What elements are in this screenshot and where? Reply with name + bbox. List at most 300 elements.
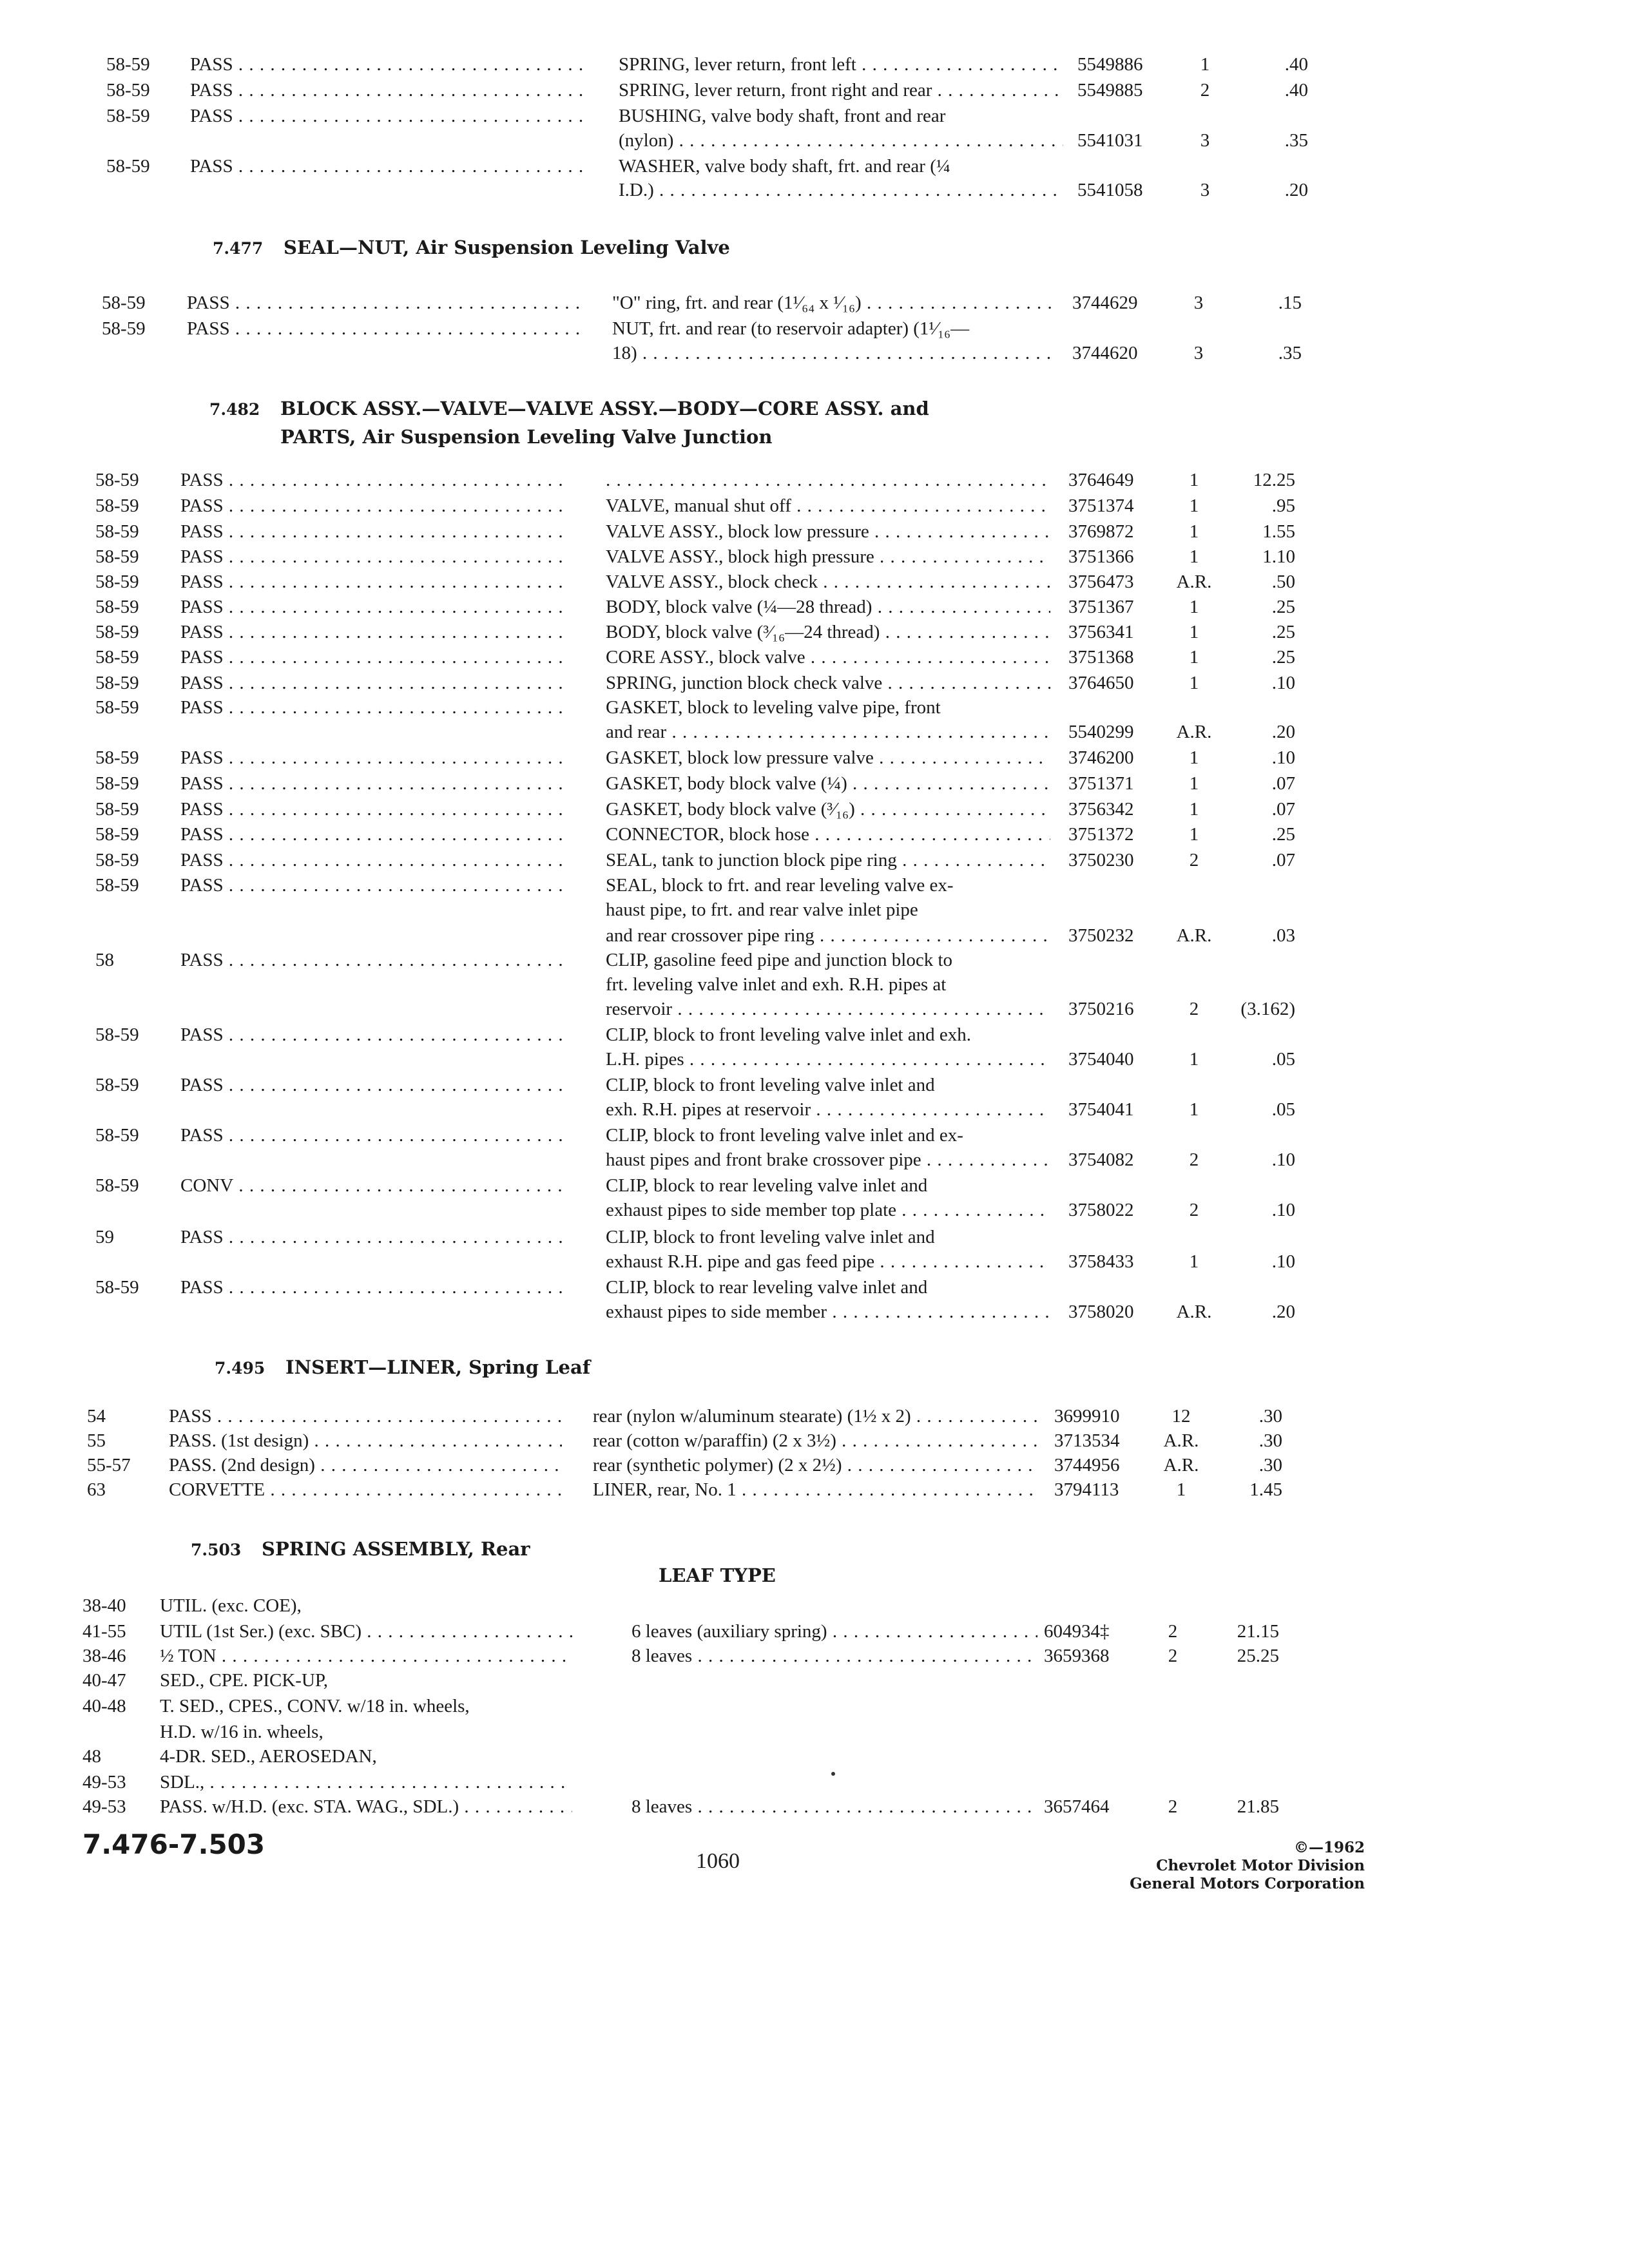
table-row — [0, 1744, 1629, 1769]
price: .20 — [1284, 180, 1308, 200]
table-row — [0, 177, 1629, 203]
model-year: 58-59 — [95, 747, 139, 768]
quantity: 2 — [1200, 80, 1210, 101]
model-year: 55-57 — [87, 1455, 131, 1475]
model-name: PASS . . . — [180, 644, 567, 670]
part-description: GASKET, block to leveling valve pipe, front — [606, 697, 941, 718]
part-number: 3754041 — [1068, 1099, 1134, 1120]
leaf-type-heading: LEAF TYPE — [659, 1564, 776, 1586]
table-row — [0, 872, 1629, 898]
table-row — [0, 670, 1629, 696]
model-name: PASS . . . — [180, 847, 567, 873]
part-number: 3751368 — [1068, 647, 1134, 668]
model-year: 58-59 — [95, 1277, 139, 1298]
model-year: 58-59 — [95, 495, 139, 516]
price: .03 — [1271, 925, 1295, 946]
price: 1.10 — [1262, 546, 1295, 567]
part-description: VALVE ASSY., block check . . . — [606, 569, 1050, 595]
price: .30 — [1258, 1406, 1282, 1427]
quantity: 3 — [1200, 130, 1210, 151]
model-name: PASS . . . — [180, 1072, 567, 1098]
model-name: UTIL. (exc. COE), — [160, 1595, 302, 1616]
part-description: and rear . . . — [606, 719, 1050, 745]
section-number: 7.503 — [191, 1541, 242, 1559]
section-number: 7.477 — [213, 239, 264, 258]
quantity: 1 — [1189, 1049, 1199, 1070]
section-header-7-495 — [215, 1353, 590, 1383]
part-description: SEAL, block to frt. and rear leveling valve ex- — [606, 875, 954, 896]
part-description: 8 leaves . . . — [631, 1794, 1037, 1820]
model-name: PASS. w/H.D. (exc. STA. WAG., SDL.) . . . — [160, 1794, 572, 1820]
model-name: PASS . . . — [187, 316, 580, 341]
part-description: haust pipe, to frt. and rear valve inlet pipe — [606, 899, 918, 920]
quantity: 1 — [1189, 597, 1199, 617]
quantity: A.R. — [1163, 1430, 1199, 1451]
model-name: H.D. w/16 in. wheels, — [160, 1722, 323, 1742]
model-year: 58-59 — [95, 1125, 139, 1146]
table-row — [0, 822, 1629, 847]
table-row — [0, 719, 1629, 745]
part-description: VALVE ASSY., block high pressure . . . — [606, 544, 1050, 570]
price: .10 — [1271, 673, 1295, 693]
part-number: 3756342 — [1068, 799, 1134, 820]
part-description: CLIP, block to rear leveling valve inlet and — [606, 1277, 928, 1298]
quantity: 1 — [1189, 747, 1199, 768]
page-number: 1060 — [696, 1849, 740, 1873]
model-year: 58-59 — [106, 156, 150, 177]
part-number: 3794113 — [1054, 1479, 1119, 1500]
copyright-year: ©—1962 — [1293, 1839, 1365, 1856]
part-number: 3758022 — [1068, 1200, 1134, 1220]
table-row — [0, 947, 1629, 973]
model-year: 58-59 — [106, 106, 150, 126]
quantity: 1 — [1189, 647, 1199, 668]
table-row — [0, 153, 1629, 179]
part-description: (nylon) . . . — [619, 128, 1063, 153]
quantity: 2 — [1189, 1200, 1199, 1220]
table-row — [0, 340, 1629, 366]
part-description: 8 leaves . . . — [631, 1643, 1037, 1669]
part-number: 3758433 — [1068, 1251, 1134, 1272]
table-row — [0, 594, 1629, 620]
quantity: A.R. — [1176, 925, 1212, 946]
quantity: 2 — [1189, 999, 1199, 1019]
price: .35 — [1278, 343, 1302, 363]
model-year: 63 — [87, 1479, 106, 1500]
table-row — [0, 103, 1629, 129]
part-number: 3657464 — [1044, 1796, 1110, 1817]
part-description: GASKET, body block valve (³⁄₁₆) . . . — [606, 796, 1050, 822]
model-name: PASS . . . — [180, 569, 567, 595]
model-name: PASS . . . — [187, 290, 580, 316]
model-name: PASS . . . — [180, 670, 567, 696]
quantity: 2 — [1189, 850, 1199, 870]
model-year: 58 — [95, 950, 114, 970]
price: .35 — [1284, 130, 1308, 151]
part-number: 3699910 — [1054, 1406, 1120, 1427]
table-row — [0, 1769, 1629, 1795]
model-year: 58-59 — [95, 546, 139, 567]
table-row — [0, 1224, 1629, 1250]
model-name: PASS . . . — [180, 745, 567, 771]
price: .50 — [1271, 572, 1295, 592]
part-number: 3751374 — [1068, 495, 1134, 516]
table-row — [0, 1147, 1629, 1173]
quantity: 1 — [1189, 495, 1199, 516]
model-year: 58-59 — [102, 293, 146, 313]
model-name: SED., CPE. PICK-UP, — [160, 1670, 329, 1691]
division-name: Chevrolet Motor Division — [1156, 1857, 1365, 1874]
model-name: T. SED., CPES., CONV. w/18 in. wheels, — [160, 1696, 470, 1716]
model-name: PASS . . . — [180, 1122, 567, 1148]
model-year: 58-59 — [95, 1175, 139, 1196]
table-row — [0, 1693, 1629, 1719]
part-description: haust pipes and front brake crossover pipe . . . — [606, 1147, 1050, 1173]
price: .07 — [1271, 850, 1295, 870]
table-row — [0, 1452, 1629, 1478]
price: .10 — [1271, 1149, 1295, 1170]
quantity: 1 — [1189, 546, 1199, 567]
table-row — [0, 1667, 1629, 1693]
page-range-code: 7.476-7.503 — [82, 1829, 265, 1860]
table-row — [0, 1477, 1629, 1503]
part-description: CLIP, block to front leveling valve inlet and — [606, 1075, 935, 1095]
part-description: CLIP, block to front leveling valve inlet and exh. — [606, 1024, 971, 1045]
part-description: exh. R.H. pipes at reservoir . . . — [606, 1097, 1050, 1122]
model-year: 58-59 — [95, 697, 139, 718]
model-name: 4-DR. SED., AEROSEDAN, — [160, 1746, 377, 1767]
quantity: 1 — [1189, 673, 1199, 693]
model-name: PASS . . . — [180, 822, 567, 847]
model-year: 40-47 — [82, 1670, 126, 1691]
price: 1.45 — [1249, 1479, 1282, 1500]
price: 21.85 — [1237, 1796, 1279, 1817]
section-number: 7.495 — [215, 1359, 265, 1378]
part-number: 3764649 — [1068, 470, 1134, 490]
price: .10 — [1271, 1251, 1295, 1272]
part-description: exhaust pipes to side member top plate . . . — [606, 1197, 1050, 1223]
part-description: L.H. pipes . . . — [606, 1046, 1050, 1072]
table-row — [0, 467, 1629, 493]
model-year: 49-53 — [82, 1772, 126, 1792]
part-description: VALVE ASSY., block low pressure . . . — [606, 519, 1050, 544]
model-name: PASS . . . — [180, 771, 567, 796]
part-number: 3750216 — [1068, 999, 1134, 1019]
model-year: 58-59 — [95, 824, 139, 845]
part-number: 3751372 — [1068, 824, 1134, 845]
part-description: VALVE, manual shut off . . . — [606, 493, 1050, 519]
model-year: 58-59 — [95, 521, 139, 542]
part-description: GASKET, body block valve (¼) . . . — [606, 771, 1050, 796]
table-row — [0, 1022, 1629, 1048]
model-name: PASS. (2nd design) . . . — [169, 1452, 562, 1478]
part-description: NUT, frt. and rear (to reservoir adapter) (1¹⁄₁₆— — [612, 318, 970, 339]
quantity: 2 — [1189, 1149, 1199, 1170]
stray-dot-mark — [831, 1772, 835, 1776]
table-row — [0, 1097, 1629, 1122]
model-name: PASS . . . — [180, 796, 567, 822]
part-description: I.D.) . . . — [619, 177, 1063, 203]
part-description: exhaust pipes to side member . . . — [606, 1299, 1050, 1325]
table-row — [0, 77, 1629, 103]
model-year: 38-46 — [82, 1646, 126, 1666]
price: .20 — [1271, 1302, 1295, 1322]
quantity: 1 — [1176, 1479, 1186, 1500]
model-name: PASS . . . — [180, 1274, 567, 1300]
quantity: 1 — [1189, 1099, 1199, 1120]
model-name: PASS . . . — [190, 153, 583, 179]
table-row — [0, 544, 1629, 570]
section-title: INSERT—LINER, Spring Leaf — [285, 1356, 591, 1378]
model-name: PASS . . . — [169, 1403, 562, 1429]
model-year: 58-59 — [95, 622, 139, 642]
table-row — [0, 290, 1629, 316]
model-year: 58-59 — [95, 647, 139, 668]
part-number: 3754040 — [1068, 1049, 1134, 1070]
quantity: A.R. — [1176, 722, 1212, 742]
section-header-7-477 — [213, 233, 730, 263]
model-name: PASS . . . — [180, 695, 567, 720]
price: .40 — [1284, 80, 1308, 101]
part-description: BODY, block valve (¼—28 thread) . . . — [606, 594, 1050, 620]
quantity: 3 — [1193, 343, 1204, 363]
table-row — [0, 1299, 1629, 1325]
table-row — [0, 1719, 1629, 1745]
model-year: 55 — [87, 1430, 106, 1451]
table-row — [0, 897, 1629, 923]
table-row — [0, 923, 1629, 948]
part-description: CLIP, block to front leveling valve inlet and — [606, 1227, 935, 1247]
part-description: CLIP, block to rear leveling valve inlet and — [606, 1175, 928, 1196]
model-name: PASS . . . — [180, 947, 567, 973]
table-row — [0, 644, 1629, 670]
table-row — [0, 771, 1629, 796]
model-name: SDL., . . . — [160, 1769, 572, 1795]
model-year: 40-48 — [82, 1696, 126, 1716]
table-row — [0, 695, 1629, 720]
corporation-name: General Motors Corporation — [1130, 1875, 1365, 1892]
part-description: CLIP, gasoline feed pipe and junction block to — [606, 950, 953, 970]
table-row — [0, 847, 1629, 873]
part-description: rear (nylon w/aluminum stearate) (1½ x 2) . . . — [593, 1403, 1037, 1429]
price: .30 — [1258, 1455, 1282, 1475]
table-row — [0, 128, 1629, 153]
part-description: SPRING, lever return, front left . . . — [619, 52, 1063, 77]
price: .05 — [1271, 1049, 1295, 1070]
part-description: 6 leaves (auxiliary spring) . . . — [631, 1619, 1037, 1644]
section-header-7-503 — [191, 1535, 530, 1564]
table-row — [0, 1197, 1629, 1223]
table-row — [0, 1249, 1629, 1274]
price: 1.55 — [1262, 521, 1295, 542]
part-description: exhaust R.H. pipe and gas feed pipe . . . — [606, 1249, 1050, 1274]
part-number: 3744956 — [1054, 1455, 1120, 1475]
part-description: BODY, block valve (³⁄₁₆—24 thread) . . . — [606, 619, 1050, 645]
quantity: 1 — [1189, 622, 1199, 642]
section-header-7-482 — [209, 394, 929, 448]
part-description: GASKET, block low pressure valve . . . — [606, 745, 1050, 771]
table-row — [0, 972, 1629, 997]
model-year: 58-59 — [95, 850, 139, 870]
table-row — [0, 52, 1629, 77]
table-row — [0, 1794, 1629, 1820]
quantity: A.R. — [1163, 1455, 1199, 1475]
price: .25 — [1271, 597, 1295, 617]
model-year: 58-59 — [95, 875, 139, 896]
model-name: CORVETTE . . . — [169, 1477, 562, 1503]
part-number: 3750232 — [1068, 925, 1134, 946]
part-description: "O" ring, frt. and rear (1¹⁄₆₄ x ¹⁄₁₆) . . . — [612, 290, 1057, 316]
model-name: PASS . . . — [180, 619, 567, 645]
model-name: PASS . . . — [190, 77, 583, 103]
table-row — [0, 745, 1629, 771]
price: .30 — [1258, 1430, 1282, 1451]
quantity: 2 — [1168, 1796, 1178, 1817]
part-description: rear (synthetic polymer) (2 x 2½) . . . — [593, 1452, 1037, 1478]
quantity: 1 — [1189, 521, 1199, 542]
part-number: 3744629 — [1072, 293, 1138, 313]
part-number: 5541058 — [1077, 180, 1143, 200]
part-description: CLIP, block to front leveling valve inlet and ex- — [606, 1125, 963, 1146]
model-year: 54 — [87, 1406, 106, 1427]
price: .15 — [1278, 293, 1302, 313]
part-number: 604934‡ — [1044, 1621, 1110, 1642]
price: .25 — [1271, 824, 1295, 845]
price: .10 — [1271, 747, 1295, 768]
table-row — [0, 1428, 1629, 1454]
price: .95 — [1271, 495, 1295, 516]
price: .20 — [1271, 722, 1295, 742]
model-name: PASS . . . — [180, 1224, 567, 1250]
model-year: 41-55 — [82, 1621, 126, 1642]
section-title: SPRING ASSEMBLY, Rear — [262, 1538, 530, 1560]
quantity: 1 — [1189, 799, 1199, 820]
section-title: BLOCK ASSY.—VALVE—VALVE ASSY.—BODY—CORE ASSY. and — [280, 398, 929, 419]
part-number: 3659368 — [1044, 1646, 1110, 1666]
table-row — [0, 519, 1629, 544]
model-name: PASS. (1st design) . . . — [169, 1428, 562, 1454]
part-number: 3713534 — [1054, 1430, 1120, 1451]
part-number: 5549886 — [1077, 54, 1143, 75]
model-year: 58-59 — [95, 572, 139, 592]
part-description: WASHER, valve body shaft, frt. and rear (¼ — [619, 156, 950, 177]
price: .25 — [1271, 647, 1295, 668]
price: 25.25 — [1237, 1646, 1279, 1666]
model-name: UTIL (1st Ser.) (exc. SBC) . . . — [160, 1619, 572, 1644]
part-number: 3744620 — [1072, 343, 1138, 363]
price: 21.15 — [1237, 1621, 1279, 1642]
quantity: 1 — [1189, 773, 1199, 794]
part-number: 3764650 — [1068, 673, 1134, 693]
quantity: 1 — [1189, 1251, 1199, 1272]
model-year: 58-59 — [95, 673, 139, 693]
table-row — [0, 1122, 1629, 1148]
part-description: SPRING, junction block check valve . . . — [606, 670, 1050, 696]
table-row — [0, 1173, 1629, 1198]
part-number: 3746200 — [1068, 747, 1134, 768]
part-description: reservoir . . . — [606, 996, 1050, 1022]
part-description: SEAL, tank to junction block pipe ring . . . — [606, 847, 1050, 873]
price: .07 — [1271, 799, 1295, 820]
model-year: 58-59 — [106, 54, 150, 75]
part-number: 3750230 — [1068, 850, 1134, 870]
table-row — [0, 1593, 1629, 1619]
model-year: 58-59 — [95, 799, 139, 820]
model-name: PASS . . . — [190, 103, 583, 129]
price: .07 — [1271, 773, 1295, 794]
part-number: 3751366 — [1068, 546, 1134, 567]
table-row — [0, 1619, 1629, 1644]
price: .10 — [1271, 1200, 1295, 1220]
table-row — [0, 1046, 1629, 1072]
model-name: PASS . . . — [180, 467, 567, 493]
price: .40 — [1284, 54, 1308, 75]
section-title-line2: PARTS, Air Suspension Leveling Valve Junction — [280, 426, 773, 448]
model-year: 58-59 — [95, 470, 139, 490]
quantity: 1 — [1189, 470, 1199, 490]
model-year: 38-40 — [82, 1595, 126, 1616]
part-number: 3754082 — [1068, 1149, 1134, 1170]
table-row — [0, 316, 1629, 341]
model-year: 59 — [95, 1227, 114, 1247]
part-number: 3758020 — [1068, 1302, 1134, 1322]
quantity: A.R. — [1176, 1302, 1212, 1322]
model-name: PASS . . . — [180, 493, 567, 519]
part-number: 5540299 — [1068, 722, 1134, 742]
quantity: 2 — [1168, 1621, 1178, 1642]
model-name: ½ TON . . . — [160, 1643, 572, 1669]
quantity: 2 — [1168, 1646, 1178, 1666]
part-description: frt. leveling valve inlet and exh. R.H. pipes at — [606, 974, 947, 995]
quantity: 3 — [1193, 293, 1204, 313]
quantity: A.R. — [1176, 572, 1212, 592]
part-description: CORE ASSY., block valve . . . — [606, 644, 1050, 670]
part-number: 5541031 — [1077, 130, 1143, 151]
table-row — [0, 493, 1629, 519]
model-name: PASS . . . — [180, 594, 567, 620]
section-title: SEAL—NUT, Air Suspension Leveling Valve — [284, 236, 730, 258]
price: .25 — [1271, 622, 1295, 642]
quantity: 1 — [1200, 54, 1210, 75]
table-row — [0, 1643, 1629, 1669]
table-row — [0, 1274, 1629, 1300]
model-name: PASS . . . — [180, 519, 567, 544]
part-number: 3756473 — [1068, 572, 1134, 592]
model-name: PASS . . . — [180, 872, 567, 898]
part-number: 3769872 — [1068, 521, 1134, 542]
copyright-block — [1130, 1839, 1365, 1893]
table-row — [0, 1072, 1629, 1098]
table-row — [0, 996, 1629, 1022]
model-year: 58-59 — [102, 318, 146, 339]
table-row — [0, 1403, 1629, 1429]
model-year: 58-59 — [95, 1075, 139, 1095]
part-description: LINER, rear, No. 1 . . . — [593, 1477, 1037, 1503]
part-number: 3756341 — [1068, 622, 1134, 642]
part-description: SPRING, lever return, front right and rear . . . — [619, 77, 1063, 103]
model-year: 48 — [82, 1746, 101, 1767]
price: 12.25 — [1253, 470, 1295, 490]
model-name: PASS . . . — [190, 52, 583, 77]
model-year: 58-59 — [106, 80, 150, 101]
price: (3.162) — [1240, 999, 1295, 1019]
section-number: 7.482 — [209, 400, 260, 419]
part-number: 5549885 — [1077, 80, 1143, 101]
part-description — [606, 467, 1050, 493]
model-name: PASS . . . — [180, 1022, 567, 1048]
part-description: 18) . . . — [612, 340, 1057, 366]
part-number: 3751367 — [1068, 597, 1134, 617]
